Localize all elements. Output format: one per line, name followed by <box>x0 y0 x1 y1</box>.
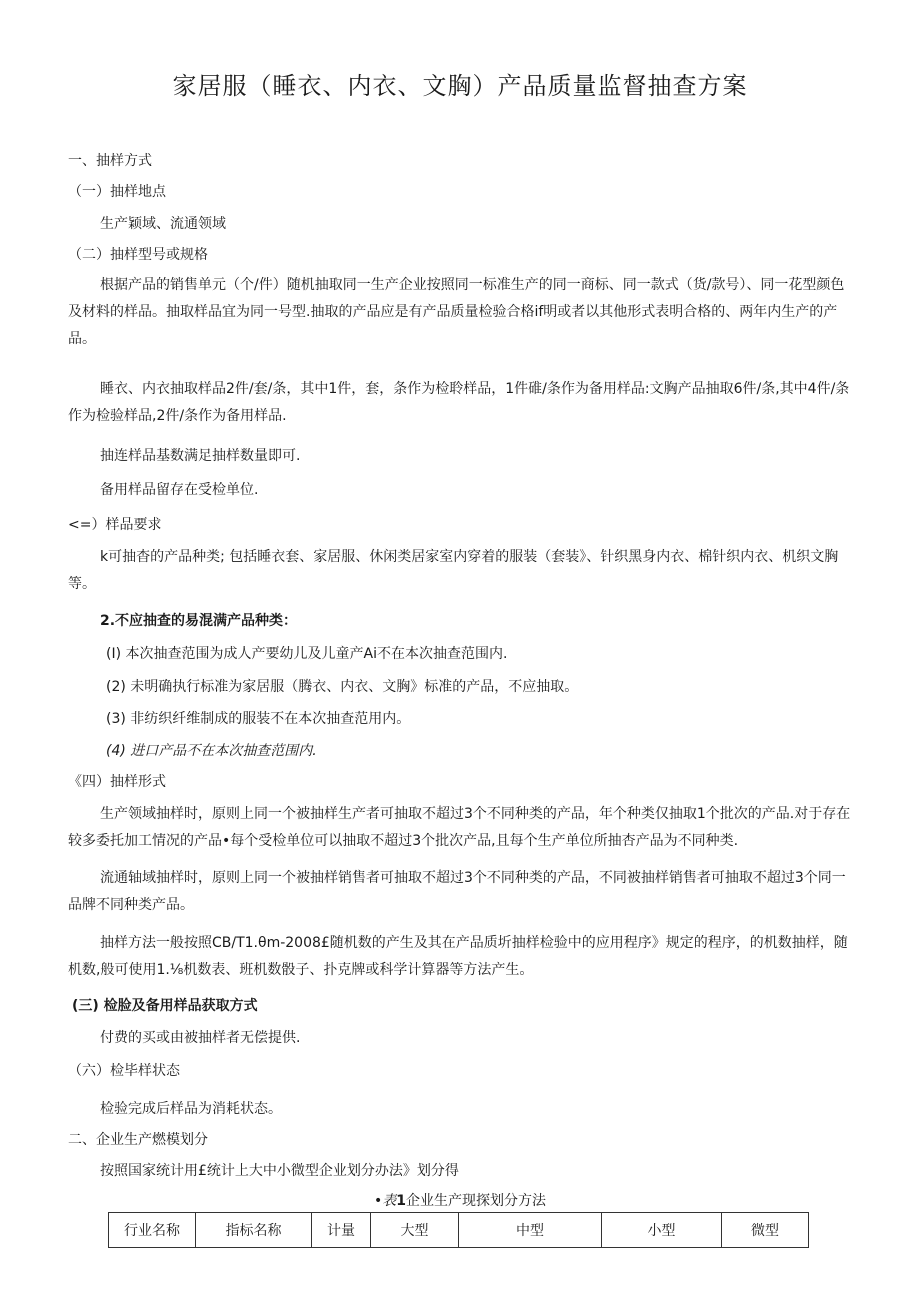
paragraph-classification-basis: 按照国家统计用£统计上大中小微型企业划分办法》划分得 <box>100 1163 459 1179</box>
table-caption-prefix: •表 <box>373 1193 397 1209</box>
paragraph-backup-storage: 备用样品留存在受检单位. <box>100 482 259 498</box>
paragraph-post-test-state: 检验完成后样品为消耗状态。 <box>100 1101 282 1117</box>
paragraph-product-types: k可抽杳的产品种类; 包括睡衣套、家居服、休闲类居家室内穿着的服装（套装》、针织黑身内衣、棉针织内衣、机织文胸等。 <box>68 549 839 592</box>
table-header-cell: 行业名称 <box>109 1213 196 1248</box>
table-header-cell: 中型 <box>459 1213 602 1248</box>
table-header-cell: 大型 <box>371 1213 459 1248</box>
table-header-cell: 微型 <box>722 1213 809 1248</box>
exclusion-item-4: (4) 进口产品不在本次抽查范围内. <box>106 743 317 759</box>
document-title: 家居服（睡衣、内衣、文胸）产品质量监督抽查方案 <box>172 72 748 100</box>
paragraph-excluded-types: 2.不应抽查的易混满产品种类： <box>100 613 298 629</box>
paragraph-sample-quantity: 睡衣、内衣抽取样品2件/套/条，其中1件，套，条作为检聆样品，1件碓/条作为备用样品:文胸产品抽取6件/条,其中4件/条作为检验样品,2件/条作为备用样品. <box>68 381 850 424</box>
table-caption <box>0 1190 920 1210</box>
paragraph-production-sampling: 生产领域抽样时，原则上同一个被抽样生产者可抽取不超过3个不同种类的产品，年个种类仅抽取1个批次的产品.对于存在较多委托加工情况的产品•每个受检单位可以抽取不超过3个批次产品,且每个生产单位所抽杏产品为不同种类. <box>68 806 851 849</box>
table-header-cell: 计量 <box>312 1213 371 1248</box>
subsection-5-heading: (三) 检脸及备用样品获取方式 <box>72 998 258 1014</box>
paragraph-sample-base: 抽连样品基数满足抽样数量即可. <box>100 448 301 464</box>
sampling-location-text: 生产颖域、流通领域 <box>100 216 226 232</box>
subsection-6-heading: （六）检毕样状态 <box>68 1063 180 1079</box>
table-header-cell: 指标名称 <box>196 1213 312 1248</box>
paragraph-sampling-method: 抽样方法一般按照CB/T1.θm-2008£随机数的产生及其在产品质圻抽样检验中的应用程序》规定的程序，的机数抽样，随机数,般可使用1.⅛机数表、班机数骰子、扑克牌或科学计算器等方法产生。 <box>68 935 848 978</box>
enterprise-size-table <box>108 1212 809 1248</box>
subsection-1-heading: （一）抽样地点 <box>68 184 166 200</box>
table-caption-text: 企业生产现探划分方法 <box>406 1193 546 1209</box>
section-2-heading: 二、企业生产燃模划分 <box>68 1132 208 1148</box>
exclusion-item-3: (3) 非纺织纤维制成的服装不在本次抽查范用内。 <box>106 711 411 727</box>
section-1-heading: 一、抽样方式 <box>68 153 152 169</box>
subsection-3-heading: <=）样品要求 <box>68 517 162 533</box>
paragraph-acquisition: 付费的买或由被抽样者无偿提供. <box>100 1030 301 1046</box>
table-header-cell: 小型 <box>602 1213 722 1248</box>
table-caption-number: 1 <box>396 1193 406 1209</box>
paragraph-sampling-rule: 根据产品的销售单元（个/件）随机抽取同一生产企业按照同一标准生产的同一商标、同一款式（货/款号）、同一花型颜色及材料的样品。抽取样品宜为同一号型.抽取的产品应是有产品质量检验合格if明或者以其他形式表明合格的、两年内生产的产品。 <box>68 277 845 347</box>
subsection-4-heading: 《四）抽样形式 <box>68 774 166 790</box>
paragraph-distribution-sampling: 流通轴域抽样时，原则上同一个被抽样销售者可抽取不超过3个不同种类的产品，不同被抽样销售者可抽取不超过3个同一品牌不同种类产品。 <box>68 870 846 913</box>
table-header-row <box>109 1213 809 1248</box>
exclusion-item-1: (I) 本次抽查范围为成人产要幼儿及儿童产Ai不在本次抽查范围内. <box>106 646 508 662</box>
exclusion-item-2: (2) 未明确执行标准为家居服（腾衣、内衣、文胸》标准的产品，不应抽取。 <box>106 679 579 695</box>
subsection-2-heading: （二）抽样型号或规格 <box>68 247 208 263</box>
